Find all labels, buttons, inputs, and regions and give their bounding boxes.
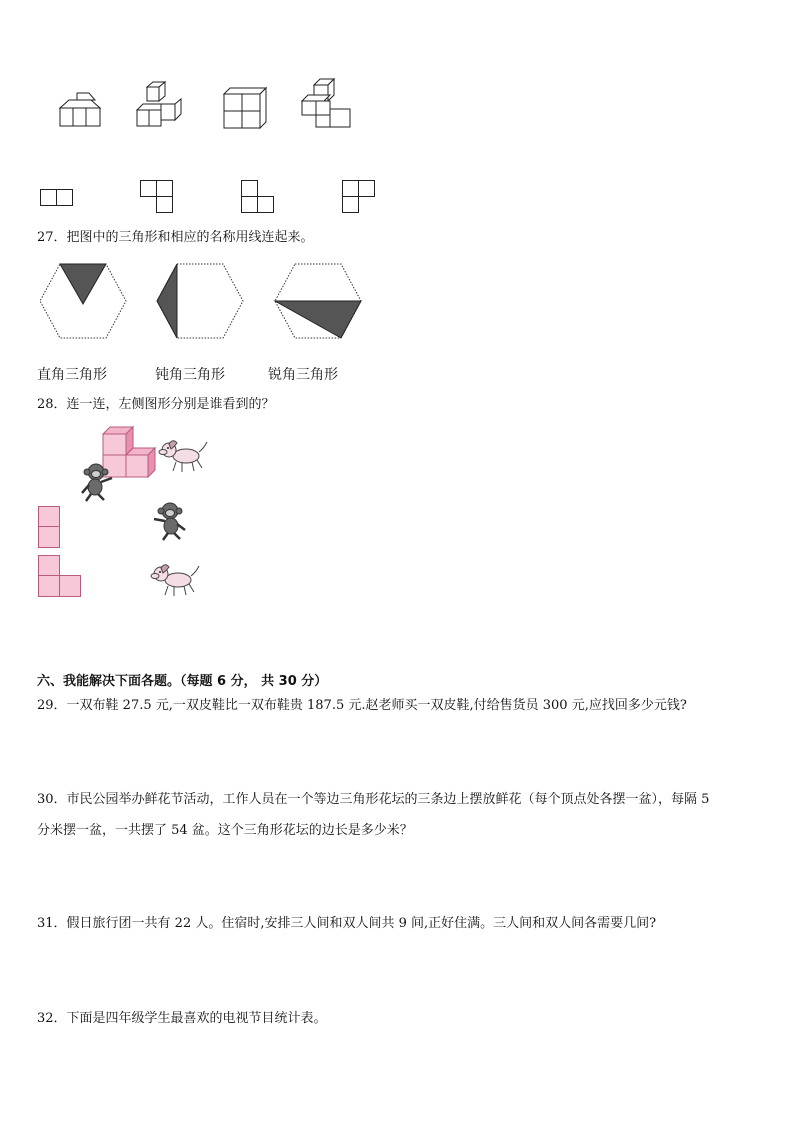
cube-figure-2	[137, 82, 187, 132]
label-right-triangle: 直角三角形	[37, 367, 107, 383]
answer-view-2	[38, 555, 84, 599]
view-shape-4	[342, 180, 378, 216]
cube-figure-4	[300, 79, 352, 131]
dog-icon	[160, 438, 208, 474]
shaded-triangle-2	[157, 264, 177, 338]
view-shape-1	[40, 189, 76, 209]
q31-text: 31．假日旅行团一共有 22 人。住宿时,安排三人间和双人间共 9 间,正好住满。三人间和双人间各需要几间?	[37, 916, 657, 931]
cube-figure-3	[222, 86, 268, 130]
label-acute-triangle: 锐角三角形	[268, 367, 338, 383]
hexagon-3	[275, 262, 363, 340]
q30-line1: 30．市民公园举办鲜花节活动，工作人员在一个等边三角形花坛的三条边上摆放鲜花（每个顶点处各摆一盆），每隔 5	[37, 792, 710, 807]
section6-heading: 六、我能解决下面各题。（每题 6 分， 共 30 分）	[37, 674, 328, 689]
label-obtuse-triangle: 钝角三角形	[155, 367, 225, 383]
cube-figure-1	[55, 95, 105, 131]
q28-prompt: 28．连一连，左侧图形分别是谁看到的？	[37, 397, 275, 412]
q32-text: 32．下面是四年级学生最喜欢的电视节目统计表。	[37, 1011, 327, 1026]
view-shape-3	[241, 180, 277, 216]
dog-icon-2	[152, 562, 200, 598]
answer-view-1	[38, 506, 62, 550]
q30-line2: 分米摆一盆，一共摆了 54 盆。这个三角形花坛的边长是多少米？	[37, 823, 413, 838]
hexagon-2	[157, 262, 245, 340]
monkey-icon-2	[152, 502, 188, 542]
monkey-icon	[80, 463, 116, 503]
hexagon-1	[40, 262, 128, 340]
view-shape-2	[140, 180, 176, 216]
q29-text: 29．一双布鞋 27.5 元,一双皮鞋比一双布鞋贵 187.5 元.赵老师买一双皮鞋,付给售货员 300 元,应找回多少元钱?	[37, 698, 687, 713]
q27-prompt: 27．把图中的三角形和相应的名称用线连起来。	[37, 230, 314, 245]
